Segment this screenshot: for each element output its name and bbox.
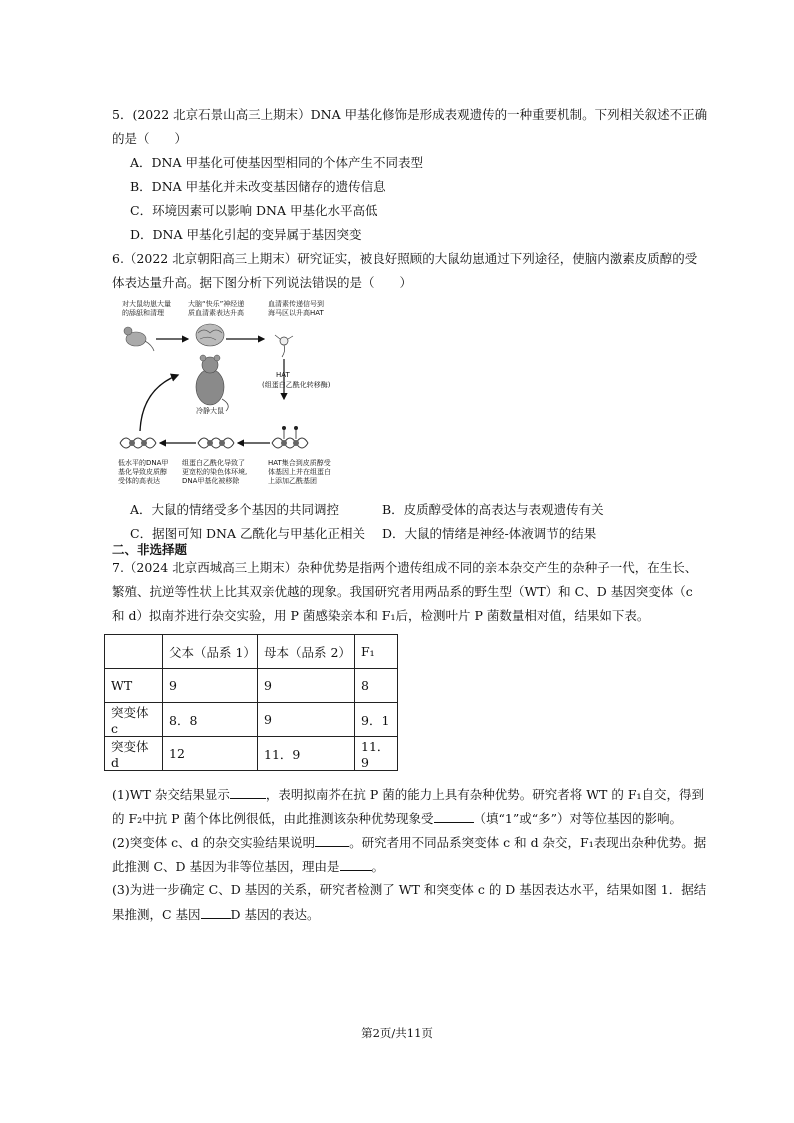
q7-part3-line1: [112, 882, 706, 898]
table-cell: 9．1: [355, 703, 398, 737]
q7-part2-text-b: 。研究者用不同品系突变体 c 和 d 杂交，F₁表现出杂种优势。据: [349, 835, 707, 850]
cap-low-methylation-3: 受体的高表达: [118, 477, 160, 485]
brain-icon: [196, 324, 224, 346]
q7-part2-text-c: 此推测 C、D 基因为非等位基因，理由是: [112, 859, 340, 874]
cap-acetylation-2: 更宽松的染色体环境,: [182, 468, 248, 476]
table-cell: 突变体 c: [105, 703, 163, 737]
cap-low-methylation-2: 基化导致皮质醇: [118, 468, 167, 476]
q7-stem-line1: 7.（2024 北京西城高三上期末）杂种优势是指两个遗传组成不同的亲本杂交产生的杂种子一代，在生长、: [112, 560, 698, 575]
cap-hat: HAT: [276, 371, 290, 379]
cap-hat-binding-2: 体基因上并在组蛋白: [268, 468, 331, 476]
mouse-pup-icon: [124, 327, 154, 351]
cap-serotonin-line2: 质血清素表达升高: [188, 309, 244, 317]
table-row: [105, 669, 398, 703]
table-cell: 11．9: [258, 737, 355, 771]
q6-stem-line2: 体表达量升高。据下图分析下列说法错误的是（ ）: [112, 275, 413, 290]
answer-blank-5[interactable]: [201, 906, 231, 919]
q5-option-c: C．环境因素可以影响 DNA 甲基化水平高低: [130, 203, 378, 218]
q7-part1-text-b: ，表明拟南芥在抗 P 菌的能力上具有杂种优势。研究者将 WT 的 F₁自交，得到: [265, 787, 705, 802]
q7-part2-line1: [112, 834, 706, 851]
q7-part3-text-b: 果推测，C 基因: [112, 907, 201, 922]
q5-option-a: A．DNA 甲基化可使基因型相同的个体产生不同表型: [130, 155, 423, 170]
cap-low-methylation-1: 低水平的DNA甲: [118, 459, 169, 467]
q7-results-table: [104, 634, 398, 771]
table-header-row: [105, 635, 398, 669]
q7-part1-line1: [112, 786, 704, 803]
q7-part3-text-a: (3)为进一步确定 C、D 基因的关系，研究者检测了 WT 和突变体 c 的 D 基因表达水平，结果如图 1．据结: [112, 882, 707, 897]
cap-hat-enzyme: (组蛋白乙酰化转移酶): [262, 381, 331, 389]
table-header-cell: 母本（品系 2）: [258, 635, 355, 669]
q7-stem-line3: 和 d）拟南芥进行杂交实验，用 P 菌感染亲本和 F₁后，检测叶片 P 菌数量相对值，结果如下表。: [112, 608, 650, 623]
q6-option-a: A．大鼠的情绪受多个基因的共同调控: [130, 502, 340, 517]
q7-part1-line2: [112, 810, 682, 827]
q6-diagram: [112, 293, 354, 493]
answer-blank-3[interactable]: [315, 834, 349, 847]
q6-option-b: B．皮质醇受体的高表达与表观遗传有关: [382, 502, 604, 517]
cap-licking-line1: 对大鼠幼崽大量: [122, 300, 171, 308]
q6-stem-line1: 6.（2022 北京朝阳高三上期末）研究证实，被良好照顾的大鼠幼崽通过下列途径，使脑内激素皮质醇的受: [112, 251, 698, 266]
table-cell: 9: [258, 703, 355, 737]
answer-blank-2[interactable]: [434, 810, 474, 823]
cap-hippocampus-line2: 海马区以升高HAT: [268, 309, 324, 317]
cap-hat-binding-3: 上添加乙酰基团: [268, 477, 317, 485]
page-footer: 第2页/共11页: [361, 1026, 433, 1040]
cap-calm-rat: 冷静大鼠: [196, 407, 224, 415]
neuron-icon: [275, 335, 293, 357]
q6-option-d: D．大鼠的情绪是神经-体液调节的结果: [382, 526, 597, 541]
table-cell: 8．8: [163, 703, 258, 737]
q7-part3-line2: [112, 906, 320, 923]
table-header-cell: F₁: [355, 635, 398, 669]
q5-stem-line1: 5．(2022 北京石景山高三上期末）DNA 甲基化修饰是形成表观遗传的一种重要机制。下列相关叙述不正确: [112, 107, 708, 122]
table-cell: 9: [258, 669, 355, 703]
q5-stem-line2: 的是（ ）: [112, 131, 188, 146]
q7-part3-text-c: D 基因的表达。: [230, 907, 320, 922]
q7-part1-text-c: 的 F₂中抗 P 菌个体比例很低，由此推测该杂种优势现象受: [112, 811, 434, 826]
cap-acetylation-3: DNA甲基化被移除: [182, 477, 240, 485]
q7-part2-text-a: (2)突变体 c、d 的杂交实验结果说明: [112, 835, 316, 850]
q5-option-b: B．DNA 甲基化并未改变基因储存的遗传信息: [130, 179, 386, 194]
table-cell: 8: [355, 669, 398, 703]
q7-part2-line2: [112, 858, 384, 875]
cap-licking-line2: 的舔舐和清理: [122, 309, 164, 317]
table-cell: 12: [163, 737, 258, 771]
table-cell: WT: [105, 669, 163, 703]
answer-blank-4[interactable]: [340, 858, 372, 871]
q7-part1-text-a: (1)WT 杂交结果显示: [112, 787, 230, 802]
q7-stem-line2: 繁殖、抗逆等性状上比其双亲优越的现象。我国研究者用两品系的野生型（WT）和 C、D 基因突变体（c: [112, 584, 693, 599]
chromatin-icon-middle: [198, 438, 234, 448]
table-header-cell: [105, 635, 163, 669]
q7-part2-text-d: 。: [371, 859, 385, 874]
q6-option-c: C．据图可知 DNA 乙酰化与甲基化正相关: [130, 526, 365, 541]
table-cell: 11．9: [355, 737, 398, 771]
q5-option-d: D．DNA 甲基化引起的变异属于基因突变: [130, 227, 362, 242]
q7-part1-text-d: （填“1”或“多”）对等位基因的影响。: [473, 811, 683, 826]
table-header-cell: 父本（品系 1）: [163, 635, 258, 669]
calm-rat-icon: [196, 355, 228, 411]
table-row: [105, 737, 398, 771]
chromatin-icon-right: [272, 426, 308, 448]
chromatin-icon-left: [120, 438, 156, 448]
table-cell: 突变体 d: [105, 737, 163, 771]
answer-blank-1[interactable]: [230, 786, 266, 799]
cap-acetylation-1: 组蛋白乙酰化导致了: [182, 459, 245, 467]
cap-hat-binding-1: HAT集合到皮质醇受: [268, 459, 331, 467]
cap-hippocampus-line1: 血清素传递信号到: [268, 300, 324, 308]
section-heading: 二、非选择题: [112, 542, 188, 557]
table-cell: 9: [163, 669, 258, 703]
table-row: [105, 703, 398, 737]
cap-serotonin-line1: 大脑“快乐”神经递: [188, 300, 245, 308]
